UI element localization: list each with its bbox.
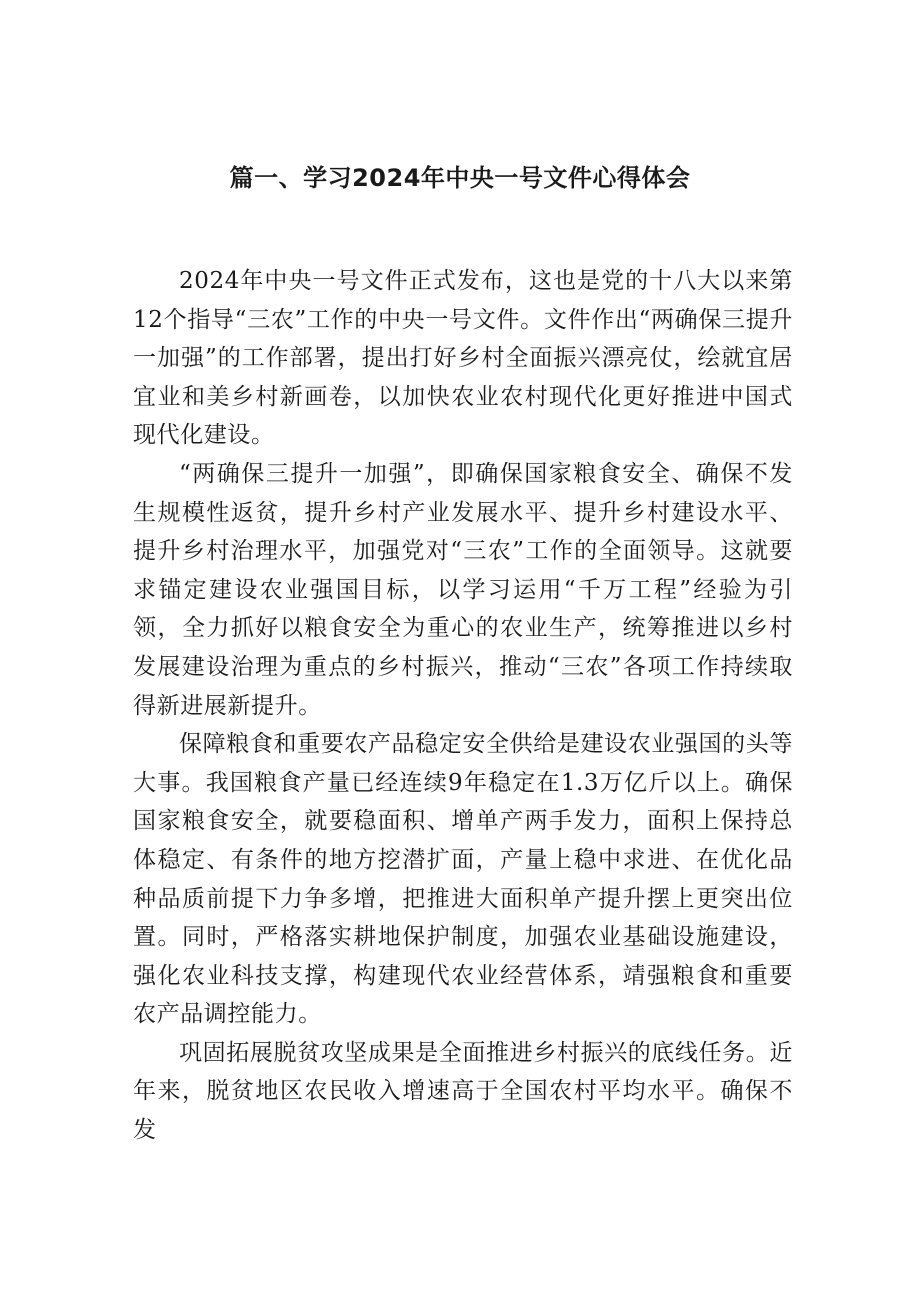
document-body [133, 262, 793, 1150]
paragraph-4: 巩固拓展脱贫攻坚成果是全面推进乡村振兴的底线任务。近年来，脱贫地区农民收入增速高于全国农村平均水平。确保不发 [133, 1039, 793, 1144]
paragraph-3: 保障粮食和重要农产品稳定安全供给是建设农业强国的头等大事。我国粮食产量已经连续9年稳定在1.3万亿斤以上。确保国家粮食安全，就要稳面积、增单产两手发力，面积上保持总体稳定、有条件的地方挖潜扩面，产量上稳中求进、在优化品种品质前提下力争多增，把推进大面积单产提升摆上更突出位置。同时，严格落实耕地保护制度，加强农业基础设施建设，强化农业科技支撑，构建现代农业经营体系，靖强粮食和重要农产品调控能力。 [133, 731, 793, 1028]
paragraph-1: 2024年中央一号文件正式发布，这也是党的十八大以来第12个指导“三农”工作的中央一号文件。文件作出“两确保三提升一加强”的工作部署，提出打好乡村全面振兴漂亮仗，绘就宜居宜业和美乡村新画卷，以加快农业农村现代化更好推进中国式现代化建设。 [133, 268, 793, 449]
document-title: 篇一、学习2024年中央一号文件心得体会 [229, 164, 691, 192]
paragraph-2: “两确保三提升一加强”，即确保国家粮食安全、确保不发生规模性返贫，提升乡村产业发展水平、提升乡村建设水平、提升乡村治理水平，加强党对“三农”工作的全面领导。这就要求锚定建设农业强国目标，以学习运用“千万工程”经验为引领，全力抓好以粮食安全为重心的农业生产，统筹推进以乡村发展建设治理为重点的乡村振兴，推动“三农”各项工作持续取得新进展新提升。 [133, 460, 793, 719]
